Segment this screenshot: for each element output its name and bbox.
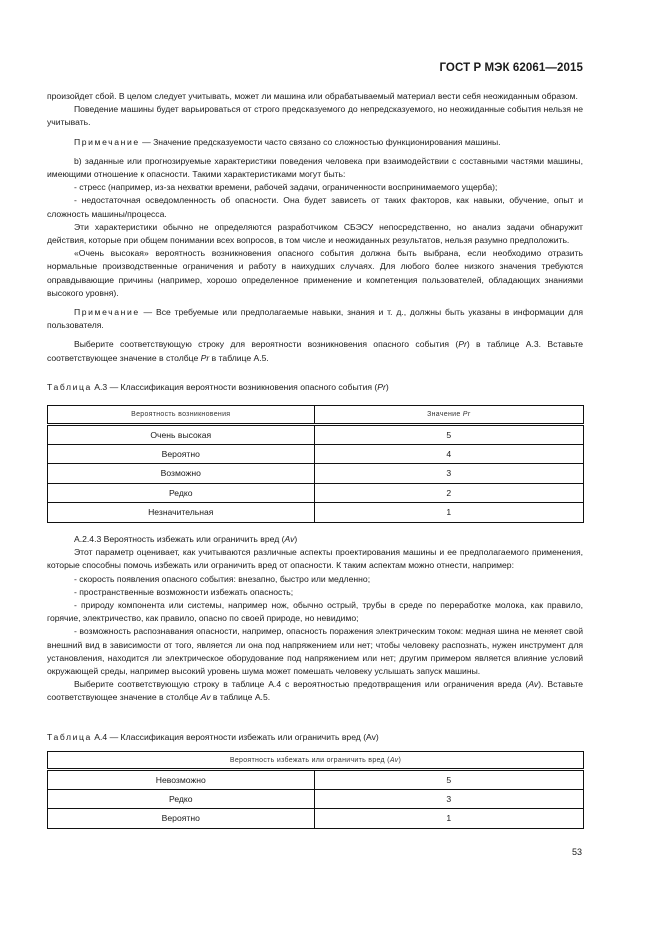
paragraph xyxy=(47,678,583,704)
table-row xyxy=(48,809,584,829)
section-heading xyxy=(47,533,583,546)
cell-value: 3 xyxy=(314,464,583,484)
page-number: 53 xyxy=(572,847,583,857)
cell-probability: Очень высокая xyxy=(48,425,315,445)
column-header xyxy=(48,752,584,770)
body-block-1 xyxy=(47,90,583,365)
caption-text: А.4 — Классификация вероятности избежать или ограничить вред (Av) xyxy=(91,732,379,742)
header-text: ) xyxy=(398,756,402,764)
table-row xyxy=(48,425,584,445)
bullet-item: - недостаточная осведомленность об опасности. Она будет зависеть от таких факторов, как навыки, обучение, опыт и сложность машины/процесса. xyxy=(47,195,583,219)
text-run: ) в таблице А.3. Вставьте соответствующее значение в столбце xyxy=(47,339,583,363)
paragraph: «Очень высокая» вероятность возникновения опасного события должна быть выбрана, если необходимо отразить нормальные производственные ограничения и работу в наихудших случаях. Для любого более низкого значения требуются оправдывающие причины (например, хорошо определенное применение и компетенция пользователей, обладающих знаниями высокого уровня). xyxy=(47,248,583,298)
variable-pr: Pr xyxy=(200,352,210,363)
text-run: ). Вставьте соответствующее значение в столбце xyxy=(47,679,584,703)
bullet-item: - стресс (например, из-за нехватки времени, рабочей задачи, ограниченности воспринимаемого ущерба); xyxy=(74,182,498,193)
cell-value: 2 xyxy=(314,483,583,503)
text-run: в таблице А.5. xyxy=(210,692,271,703)
column-header: Вероятность возникновения xyxy=(48,406,315,425)
paragraph: Эти характеристики обычно не определяются разработчиком СБЭСУ непосредственно, но анализ задачи обнаружит действия, которые при общем понимании всех вопросов, в том числе и неожиданных результатов, нельзя разумно предположить. xyxy=(47,221,583,246)
variable-pr: Pr xyxy=(377,382,386,392)
table-a3 xyxy=(47,405,584,523)
header-text: Вероятность избежать или ограничить вред ( xyxy=(229,756,390,764)
table-row xyxy=(48,789,584,809)
table-row xyxy=(48,770,584,790)
cell-probability: Редко xyxy=(48,789,315,809)
caption-text: А.3 — Классификация вероятности возникновения опасного события ( xyxy=(91,382,378,392)
paragraph: произойдет сбой. В целом следует учитывать, может ли машина или обрабатываемый материал вести себя неожиданным образом. xyxy=(47,91,578,101)
paragraph: Этот параметр оценивает, как учитываются различные аспекты проектирования машины и ее предполагаемого применения, которые способны помочь избежать или ограничить вред от опасности. К таким аспектам можно отнести, например: xyxy=(47,547,583,571)
body-block-2 xyxy=(47,533,583,705)
bullet-item: - пространственные возможности избежать опасность; xyxy=(74,586,294,597)
table-a3-caption xyxy=(47,382,389,392)
note xyxy=(47,136,583,149)
cell-probability: Вероятно xyxy=(48,809,315,829)
note-label: Примечание xyxy=(74,307,140,318)
variable-av: Av xyxy=(284,534,295,544)
variable-av: Av xyxy=(200,692,211,703)
cell-value: 1 xyxy=(314,809,583,829)
caption-text: ) xyxy=(385,382,389,392)
document-standard-title: ГОСТ Р МЭК 62061—2015 xyxy=(439,62,583,74)
cell-value: 4 xyxy=(314,444,583,464)
table-row xyxy=(48,444,584,464)
cell-value: 5 xyxy=(314,770,583,790)
variable-pr: Pr xyxy=(458,339,467,350)
table-row xyxy=(48,503,584,523)
note xyxy=(47,306,583,332)
cell-probability: Вероятно xyxy=(48,444,315,464)
text-run: в таблице А.5. xyxy=(209,352,269,363)
cell-probability: Редко xyxy=(48,483,315,503)
paragraph: Поведение машины будет варьироваться от строго предсказуемого до непредсказуемого, но неожиданные события нельзя не учитывать. xyxy=(47,104,583,128)
text-run: Выберите соответствующую строку в таблице А.4 с вероятностью предотвращения или ограничения вреда ( xyxy=(74,679,529,690)
cell-value: 3 xyxy=(314,789,583,809)
bullet-item: - природу компонента или системы, например нож, обычно острый, трубы в среде по переработке молока, как правило, горячие, электричество, как правило, опасно по своей природе, но невидимо; xyxy=(47,600,583,624)
variable-av: Av xyxy=(389,756,399,764)
table-row xyxy=(48,464,584,484)
cell-value: 1 xyxy=(314,503,583,523)
table-a4 xyxy=(47,751,584,829)
table-header-row xyxy=(48,752,584,770)
caption-label: Таблица xyxy=(47,732,92,742)
bullet-item: - возможность распознавания опасности, например, опасность поражения электрическим током: медная шина не меняет свой внешний вид в зависимости от того, является ли она под напряжением или нет; чтобы человеку распознать, нужен инструмент для установления, находится ли электрическое оборудование под напряжением или нет; другим примером является влияние условий окружающей среды, например высокий уровень шума может помешать человеку услышать запуск машины. xyxy=(47,626,583,677)
bullet-item: - скорость появления опасного события: внезапно, быстро или медленно; xyxy=(74,573,371,584)
cell-probability: Незначительная xyxy=(48,503,315,523)
note-label: Примечание xyxy=(74,136,140,147)
heading-text: ) xyxy=(294,534,298,544)
variable-pr: Pr xyxy=(462,411,471,418)
heading-text: А.2.4.3 Вероятность избежать или ограничить вред ( xyxy=(74,534,285,544)
note-text: — Значение предсказуемости часто связано со сложностью функционирования машины. xyxy=(139,136,501,147)
table-a4-caption xyxy=(47,732,379,742)
table-row xyxy=(48,483,584,503)
list-item-b: b) заданные или прогнозируемые характеристики поведения человека при взаимодействии с составными частями машины, имеющими отношение к опасности. Такими характеристиками могут быть: xyxy=(47,155,583,180)
cell-value: 5 xyxy=(314,425,583,445)
text-run: Выберите соответствующую строку для вероятности возникновения опасного события ( xyxy=(74,339,459,350)
cell-probability: Невозможно xyxy=(48,770,315,790)
header-text: Значение xyxy=(427,411,463,418)
note-text: — Все требуемые или предполагаемые навыки, знания и т. д., должны быть указаны в информации для пользователя. xyxy=(47,307,583,331)
cell-probability: Возможно xyxy=(48,464,315,484)
caption-label: Таблица xyxy=(47,382,92,392)
table-header-row xyxy=(48,406,584,425)
column-header xyxy=(314,406,583,425)
paragraph xyxy=(47,338,583,364)
variable-av: Av xyxy=(528,679,539,690)
